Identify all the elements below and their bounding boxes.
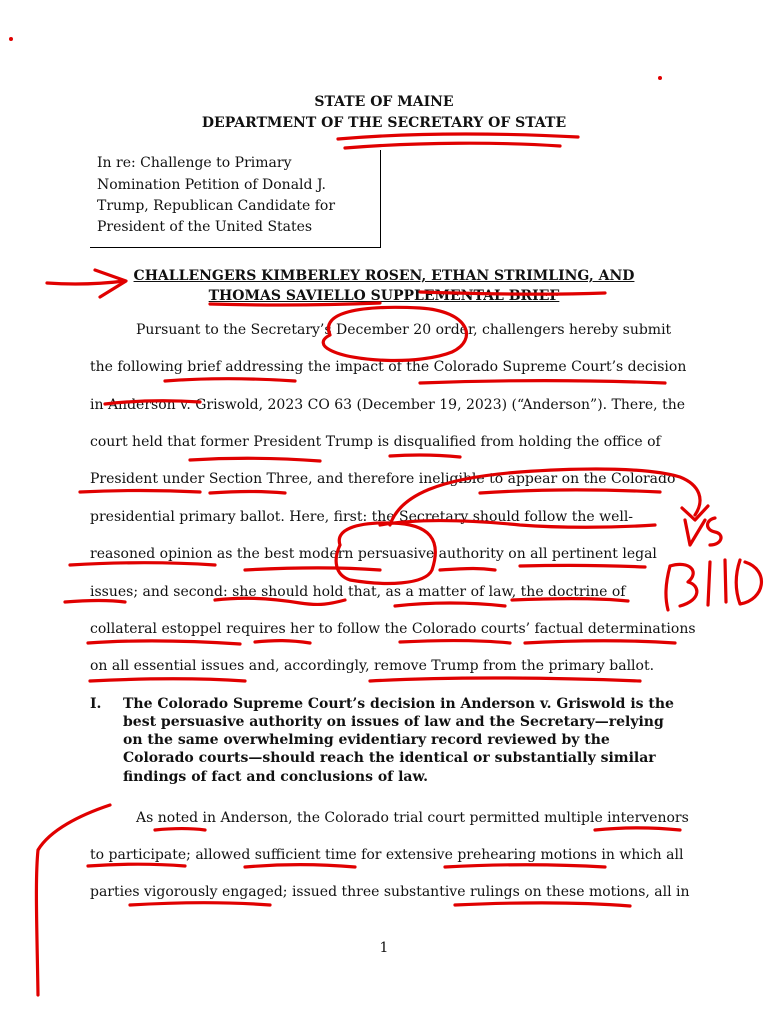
underline-president-trump bbox=[190, 458, 320, 461]
arrow-head-icon bbox=[682, 506, 708, 520]
body-line: As noted in Anderson, the Colorado trial court permitted multiple intervenors bbox=[136, 810, 689, 826]
body-line: collateral estoppel requires her to follow the Colorado courts’ factual determinations bbox=[90, 621, 696, 637]
section-heading-line: The Colorado Supreme Court’s decision in Anderson v. Griswold is the bbox=[123, 696, 674, 712]
body-line: to participate; allowed sufficient time for extensive prehearing motions in which all bbox=[90, 847, 684, 863]
brief-title-line: CHALLENGERS KIMBERLEY ROSEN, ETHAN STRIMLING, AND bbox=[133, 268, 635, 284]
handwritten-bid bbox=[666, 560, 761, 610]
underline-brief-addressing bbox=[165, 379, 295, 381]
body-line: in Anderson v. Griswold, 2023 CO 63 (December 19, 2023) (“Anderson”). There, the bbox=[90, 397, 686, 413]
page-number: 1 bbox=[379, 940, 389, 956]
underline-rulings bbox=[455, 903, 630, 906]
section-number: I. bbox=[90, 696, 102, 712]
handwritten-vs bbox=[685, 518, 721, 545]
underline-anderson bbox=[155, 829, 205, 831]
underline-colorado-supreme-court bbox=[420, 381, 665, 383]
section-heading-line: on the same overwhelming evidentiary record reviewed by the bbox=[123, 732, 610, 748]
underline-collateral-estoppel bbox=[88, 641, 240, 644]
caption-line: Trump, Republican Candidate for bbox=[97, 198, 336, 214]
section-heading-line: findings of fact and conclusions of law. bbox=[123, 769, 428, 785]
section-heading-line: best persuasive authority on issues of law and the Secretary—relying bbox=[123, 714, 664, 730]
body-line: parties vigorously engaged; issued three substantive rulings on these motions, all in bbox=[90, 884, 690, 900]
underline-colorado-courts bbox=[400, 641, 510, 643]
ink-dot bbox=[9, 37, 13, 41]
body-line: reasoned opinion as the best modern persuasive authority on all pertinent legal bbox=[90, 546, 657, 562]
body-line: on all essential issues and, accordingly, remove Trump from the primary ballot. bbox=[90, 658, 655, 674]
underline-to-participate bbox=[88, 864, 185, 866]
caption-line: Nomination Petition of Donald J. bbox=[97, 177, 326, 193]
underline-section-three bbox=[210, 492, 285, 494]
underline-remove-trump bbox=[370, 678, 640, 681]
body-line: presidential primary ballot. Here, first: the Secretary should follow the well- bbox=[90, 509, 634, 525]
underline-requires-her bbox=[255, 641, 310, 643]
caption-line: President of the United States bbox=[97, 219, 313, 235]
underline-secretary-of-state bbox=[338, 134, 578, 139]
underline-vigorously-engaged bbox=[130, 903, 270, 905]
underline-best-modern bbox=[245, 568, 380, 570]
underline-issues bbox=[65, 601, 125, 603]
underline-prehearing-motions bbox=[445, 865, 605, 867]
header-state: STATE OF MAINE bbox=[314, 94, 454, 110]
underline-intervenors bbox=[595, 828, 680, 830]
underline-secretary-of-state bbox=[345, 143, 560, 148]
header-department: DEPARTMENT OF THE SECRETARY OF STATE bbox=[201, 115, 567, 131]
ink-dot bbox=[658, 76, 662, 80]
underline-disqualified bbox=[390, 455, 460, 457]
body-line: the following brief addressing the impact of the Colorado Supreme Court’s decision bbox=[90, 359, 687, 375]
underline-essential-issues bbox=[90, 679, 245, 681]
body-line: Pursuant to the Secretary’s December 20 order, challengers hereby submit bbox=[136, 322, 672, 338]
brief-title-line: THOMAS SAVIELLO SUPPLEMENTAL BRIEF bbox=[208, 288, 560, 304]
underline-factual-determinations bbox=[525, 641, 675, 643]
underline-reasoned-opinion bbox=[70, 563, 215, 565]
underline-matter-of-law bbox=[395, 603, 505, 606]
body-line: court held that former President Trump is disqualified from holding the office of bbox=[90, 434, 661, 450]
caption-line: In re: Challenge to Primary bbox=[97, 155, 292, 171]
underline-appear-colorado bbox=[480, 490, 660, 493]
underline-president bbox=[80, 491, 200, 493]
section-heading-line: Colorado courts—should reach the identical or substantially similar bbox=[123, 750, 656, 766]
body-line: President under Section Three, and therefore ineligible to appear on the Colorado bbox=[90, 471, 676, 487]
body-line: issues; and second: she should hold that, as a matter of law, the doctrine of bbox=[90, 584, 626, 600]
underline-sufficient-time bbox=[245, 865, 355, 867]
margin-bracket bbox=[36, 805, 110, 995]
underline-authority bbox=[440, 569, 495, 571]
underline-pertinent-legal bbox=[520, 565, 645, 567]
